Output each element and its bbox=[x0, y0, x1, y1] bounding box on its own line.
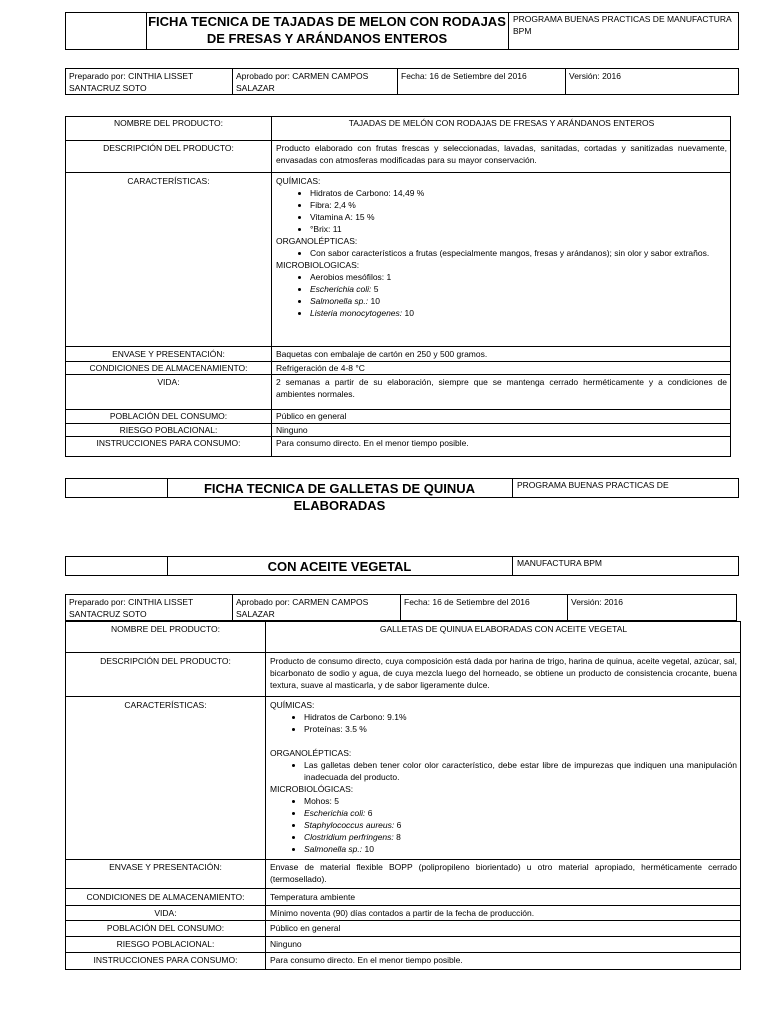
s2-label-instructions: INSTRUCCIONES PARA CONSUMO: bbox=[93, 955, 238, 965]
sheet1-title: FICHA TECNICA DE TAJADAS DE MELON CON RODAJAS DE FRESAS Y ARÁNDANOS ENTEROS bbox=[148, 14, 506, 46]
s2-value-packaging: Envase de material flexible BOPP (polipropileno biorientado) u otro material apropiado, herméticamente cerrado (termosellado). bbox=[270, 862, 737, 884]
s1-value-description: Producto elaborado con frutas frescas y seleccionadas, lavadas, sanitadas, cortadas y sanitizadas nuevamente, envasadas con atmosferas modificadas para su mayor conservación. bbox=[276, 143, 727, 165]
s1-value-population: Público en general bbox=[276, 411, 347, 421]
s2-value-description: Producto de consumo directo, cuya composición está dada por harina de trigo, harina de quinua, aceite vegetal, azúcar, sal, bicarbonato de sodio y agua, de cuya mezcla luego del horneado, se obtiene un producto de consistencia crocante, buena textura, suave al masticarla, y de sabor ligeramente dulce. bbox=[270, 656, 737, 690]
s2-label-storage: CONDICIONES DE ALMACENAMIENTO: bbox=[86, 892, 245, 902]
list-item: • Con sabor característicos a frutas (especialmente mangos, fresas y arándanos); sin olor y sabor extraños. bbox=[310, 247, 727, 259]
s2-micro-list bbox=[270, 795, 737, 855]
s1-organoleptic-heading: ORGANOLÉPTICAS: bbox=[276, 236, 358, 246]
s1-label-instructions: INSTRUCCIONES PARA CONSUMO: bbox=[96, 438, 241, 448]
list-item: • Hidratos de Carbono: 14,49 % bbox=[310, 187, 727, 199]
s1-chemical-list bbox=[276, 187, 727, 235]
list-item: • Escherichia coli: 6 bbox=[304, 807, 737, 819]
s2-organoleptic-list bbox=[270, 759, 737, 783]
list-item: • Staphylococcus aureus: 6 bbox=[304, 819, 737, 831]
s2-value-population: Público en general bbox=[270, 923, 341, 933]
sheet1-program: PROGRAMA BUENAS PRACTICAS DE MANUFACTURA BPM bbox=[513, 14, 732, 36]
list-item: • Fibra: 2,4 % bbox=[310, 199, 727, 211]
list-item: • Aerobios mesófilos: 1 bbox=[310, 271, 727, 283]
s1-label-storage: CONDICIONES DE ALMACENAMIENTO: bbox=[89, 363, 248, 373]
s2-value-life: Mínimo noventa (90) días contados a partir de la fecha de producción. bbox=[270, 908, 535, 918]
s2-label-name: NOMBRE DEL PRODUCTO: bbox=[110, 624, 221, 634]
sheet2-prepared: Preparado por: CINTHIA LISSET SANTACRUZ SOTO bbox=[69, 597, 194, 619]
s1-value-packaging: Baquetas con embalaje de cartón en 250 y 500 gramos. bbox=[276, 349, 488, 359]
sheet2-program-b: MANUFACTURA BPM bbox=[517, 558, 603, 568]
s1-value-name: TAJADAS DE MELÓN CON RODAJAS DE FRESAS Y ARÁNDANOS ENTEROS bbox=[348, 118, 655, 128]
s2-value-characteristics bbox=[266, 699, 741, 855]
s1-label-life: VIDA: bbox=[157, 377, 180, 387]
sheet2-program-a: PROGRAMA BUENAS PRACTICAS DE bbox=[517, 480, 669, 490]
s2-label-characteristics: CARACTERÍSTICAS: bbox=[124, 700, 207, 710]
list-item: • Salmonella sp.: 10 bbox=[304, 843, 737, 855]
sheet2-title-b: CON ACEITE VEGETAL bbox=[267, 559, 412, 574]
s2-label-packaging: ENVASE Y PRESENTACIÓN: bbox=[109, 862, 222, 872]
sheet1-prepared: Preparado por: CINTHIA LISSET SANTACRUZ SOTO bbox=[69, 71, 194, 93]
s1-value-characteristics bbox=[272, 175, 731, 319]
s1-label-name: NOMBRE DEL PRODUCTO: bbox=[113, 118, 224, 128]
s1-micro-list bbox=[276, 271, 727, 319]
sheet2-date: Fecha: 16 de Setiembre del 2016 bbox=[404, 597, 530, 607]
list-item: • °Brix: 11 bbox=[310, 223, 727, 235]
sheet2-version: Versión: 2016 bbox=[571, 597, 623, 607]
s1-label-description: DESCRIPCIÓN DEL PRODUCTO: bbox=[103, 143, 234, 153]
list-item: • Las galletas deben tener color olor característico, debe estar libre de impurezas que indiquen una manipulación inadecuada del producto. bbox=[304, 759, 737, 783]
sheet1-date: Fecha: 16 de Setiembre del 2016 bbox=[401, 71, 527, 81]
s2-label-description: DESCRIPCIÓN DEL PRODUCTO: bbox=[100, 656, 231, 666]
s2-label-risk: RIESGO POBLACIONAL: bbox=[116, 939, 215, 949]
s2-value-instructions: Para consumo directo. En el menor tiempo posible. bbox=[270, 955, 463, 965]
sheet1-version: Versión: 2016 bbox=[569, 71, 621, 81]
s1-value-risk: Ninguno bbox=[276, 425, 308, 435]
list-item: • Escherichia coli: 5 bbox=[310, 283, 727, 295]
list-item: • Listeria monocytogenes: 10 bbox=[310, 307, 727, 319]
s2-value-risk: Ninguno bbox=[270, 939, 302, 949]
list-item: • Vitamina A: 15 % bbox=[310, 211, 727, 223]
s2-micro-heading: MICROBIOLÓGICAS: bbox=[270, 784, 354, 794]
sheet1-approved: Aprobado por: CARMEN CAMPOS SALAZAR bbox=[236, 71, 369, 93]
sheet2-approved: Aprobado por: CARMEN CAMPOS SALAZAR bbox=[236, 597, 369, 619]
list-item: • Hidratos de Carbono: 9.1% bbox=[304, 711, 737, 723]
s1-value-life: 2 semanas a partir de su elaboración, siempre que se mantenga cerrado herméticamente y a condiciones de ambientes normales. bbox=[276, 377, 727, 399]
s1-value-instructions: Para consumo directo. En el menor tiempo posible. bbox=[276, 438, 469, 448]
list-item: • Clostridium perfringens: 8 bbox=[304, 831, 737, 843]
s1-micro-heading: MICROBIOLOGICAS: bbox=[276, 260, 360, 270]
s2-label-population: POBLACIÓN DEL CONSUMO: bbox=[106, 923, 225, 933]
sheet2-title-a: FICHA TECNICA DE GALLETAS DE QUINUA ELABORADAS bbox=[203, 481, 476, 513]
s2-chemical-heading: QUÍMICAS: bbox=[270, 700, 315, 710]
s2-chemical-list bbox=[270, 711, 737, 735]
s1-label-population: POBLACIÓN DEL CONSUMO: bbox=[109, 411, 228, 421]
s2-label-life: VIDA: bbox=[154, 908, 177, 918]
s2-value-name: GALLETAS DE QUINUA ELABORADAS CON ACEITE VEGETAL bbox=[379, 624, 628, 634]
s2-value-storage: Temperatura ambiente bbox=[270, 892, 356, 902]
s2-organoleptic-heading: ORGANOLÉPTICAS: bbox=[270, 748, 352, 758]
list-item: • Proteínas: 3.5 % bbox=[304, 723, 737, 735]
list-item: • Salmonella sp.: 10 bbox=[310, 295, 727, 307]
s1-organoleptic-list bbox=[276, 247, 727, 259]
list-item: • Mohos: 5 bbox=[304, 795, 737, 807]
s1-value-storage: Refrigeración de 4-8 °C bbox=[276, 363, 365, 373]
s1-chemical-heading: QUÍMICAS: bbox=[276, 176, 321, 186]
s1-label-packaging: ENVASE Y PRESENTACIÓN: bbox=[112, 349, 225, 359]
s1-label-risk: RIESGO POBLACIONAL: bbox=[119, 425, 218, 435]
s1-label-characteristics: CARACTERÍSTICAS: bbox=[127, 176, 210, 186]
